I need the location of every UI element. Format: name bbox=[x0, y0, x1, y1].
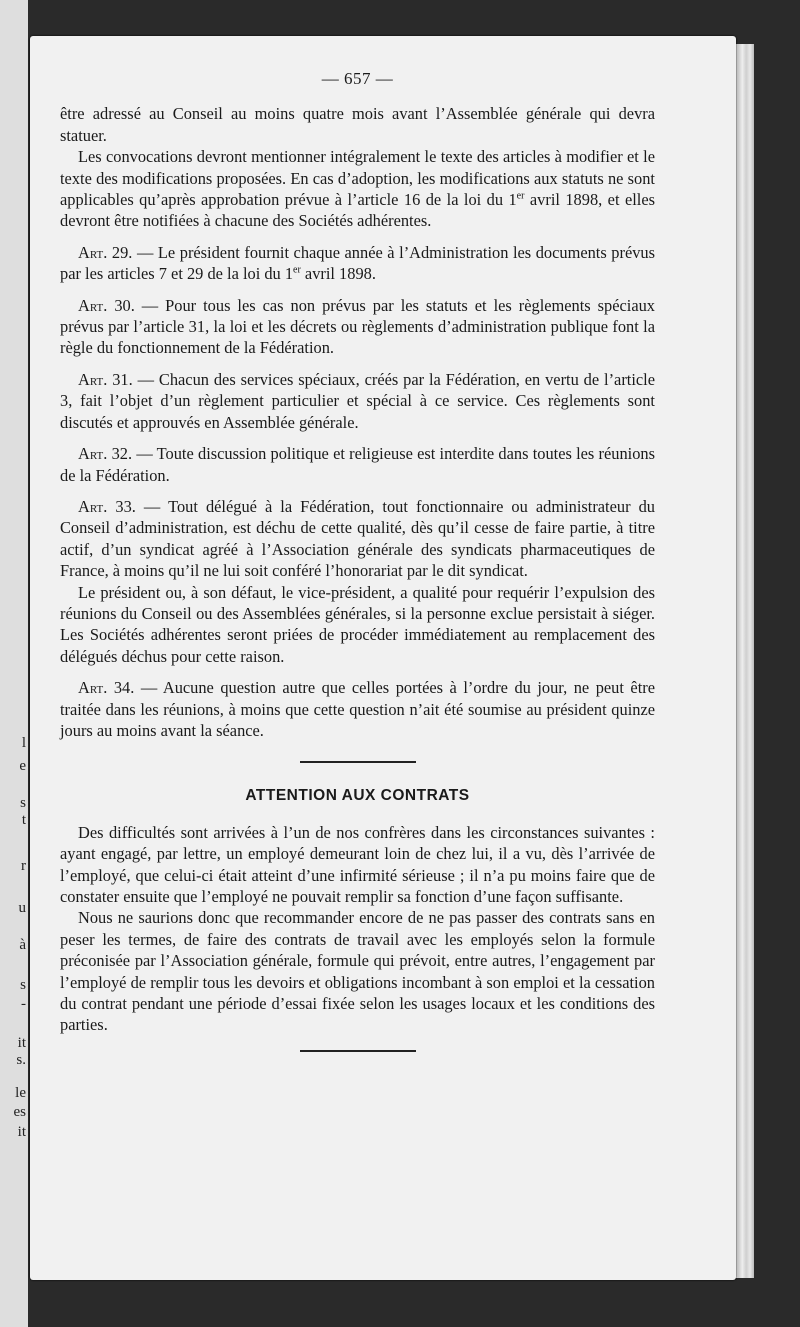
text-run: — Le président fournit chaque année à l’Administration les documents prévus par les articles 7 et 29 de la loi du 1 bbox=[60, 242, 655, 284]
intro-paragraph: être adressé au Conseil au moins quatre mois avant l’Assemblée générale qui devra statuer. bbox=[60, 104, 655, 145]
section-paragraph-1: Des difficultés sont arrivées à l’un de nos confrères dans les circonstances suivantes : ayant engagé, par lettre, un employé demeurant loin de chez lui, il a vu, dès l’arrivée de l’employé, que celui-ci était atteint d’une infirmité sérieuse ; il n’a pu moins faire que de constater ensuite que l’employé ne pouvait remplir sa fonction d’une façon suffisante. bbox=[60, 822, 655, 906]
margin-fragment: t bbox=[21, 812, 26, 828]
article-label: Art. 34. bbox=[78, 678, 135, 698]
article-29 bbox=[60, 242, 655, 285]
margin-fragment: e bbox=[19, 758, 26, 774]
article-31 bbox=[60, 369, 655, 433]
text-run: Les convocations devront mentionner intégralement le texte des articles à modifier et le texte des modifications proposées. En cas d’adoption, les modifications aux statuts ne sont applicables qu’après approbation prévue à l’article 16 de la loi du 1 bbox=[60, 147, 655, 210]
margin-fragment: r bbox=[21, 858, 26, 874]
margin-fragment: s bbox=[20, 795, 26, 811]
text-run: — Toute discussion politique et religieuse est interdite dans toutes les réunions de la Fédération. bbox=[60, 444, 656, 485]
margin-fragment: u bbox=[18, 900, 26, 916]
article-label: Art. 31. bbox=[78, 369, 133, 389]
section-title: ATTENTION AUX CONTRATS bbox=[245, 787, 470, 805]
adjacent-page-strip bbox=[0, 0, 28, 1327]
article-33 bbox=[60, 496, 655, 582]
end-divider bbox=[300, 1050, 416, 1052]
article-label: Art. 30. bbox=[78, 295, 135, 315]
margin-fragment: le bbox=[15, 1085, 26, 1101]
text-run: — Chacun des services spéciaux, créés par la Fédération, en vertu de l’article 3, fait l’objet d’un règlement particulier et spécial à ce service. Ces règlements sont discutés et approuvés en Assemblée générale. bbox=[60, 369, 655, 432]
margin-fragment: it bbox=[17, 1035, 26, 1051]
superscript: er bbox=[516, 190, 525, 202]
page-number: — 657 — bbox=[321, 69, 394, 88]
section-divider bbox=[300, 761, 416, 763]
superscript: er bbox=[293, 264, 301, 276]
margin-fragment: l bbox=[21, 735, 26, 751]
section-paragraph-2: Nous ne saurions donc que recommander encore de ne pas passer des contrats sans en peser les termes, de faire des contrats de travail avec les employés selon la formule préconisée par l’Association générale, formule qui prévoit, entre autres, l’engagement par l’employé de remplir tous les devoirs et obligations incombant à son emploi et la cessation du contrat pendant une période d’essai fixée selon les usages locaux et les conditions des parties. bbox=[60, 908, 655, 1035]
text-run: avril 1898, et elles devront être notifiées à chacune des Sociétés adhérentes. bbox=[60, 190, 655, 231]
margin-fragment: it bbox=[17, 1124, 26, 1140]
margin-fragment: - bbox=[21, 996, 26, 1012]
article-30 bbox=[60, 295, 655, 359]
article-label: Art. 33. bbox=[78, 496, 136, 516]
article-32 bbox=[60, 443, 655, 486]
text-run: — Aucune question autre que celles portées à l’ordre du jour, ne peut être traitée dans les réunions, à moins que cette question n’ait été soumise au président quinze jours au moins avant la séance. bbox=[60, 678, 655, 740]
article-label: Art. 29. bbox=[78, 242, 133, 262]
margin-fragment: s. bbox=[16, 1052, 26, 1068]
margin-fragment: es bbox=[13, 1104, 26, 1120]
convocations-paragraph bbox=[60, 146, 655, 232]
text-run: avril 1898. bbox=[300, 264, 376, 284]
text-run: — Pour tous les cas non prévus par les statuts et les règlements spéciaux prévus par l’article 31, la loi et les décrets ou règlements d’administration publique font la règle du fonctionnement de la Fédération. bbox=[60, 295, 656, 358]
margin-fragment: à bbox=[19, 937, 26, 953]
article-34 bbox=[60, 677, 655, 741]
text-run: — Tout délégué à la Fédération, tout fonctionnaire ou administrateur du Conseil d’administration, est déchu de cette qualité, dès qu’il cesse de faire partie, à titre actif, d’un syndicat agréé à l’Association générale des syndicats pharmaceutiques de France, à moins qu’il ne lui soit conféré l’honorariat par le dit syndicat. bbox=[60, 496, 655, 581]
margin-fragment: s bbox=[20, 977, 26, 993]
article-33-paragraph-2: Le président ou, à son défaut, le vice-président, a qualité pour requérir l’expulsion des réunions du Conseil ou des Assemblées générales, si la personne exclue persistait à siéger. Les Sociétés adhérentes seront priées de procéder immédiatement au remplacement des délégués déchus pour cette raison. bbox=[60, 582, 655, 666]
page-content bbox=[60, 68, 655, 1052]
article-label: Art. 32. bbox=[78, 444, 133, 464]
